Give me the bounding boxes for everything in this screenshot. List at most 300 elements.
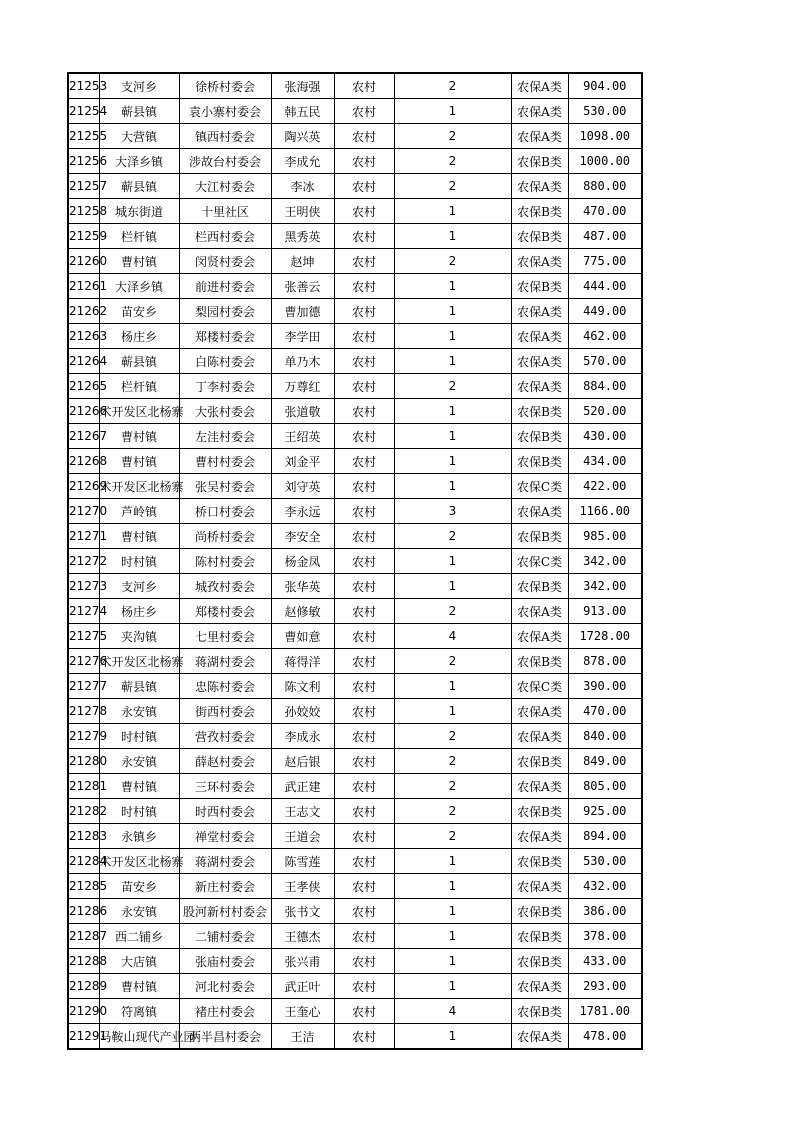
table-row bbox=[68, 199, 642, 224]
household-count-cell: 1 bbox=[394, 674, 511, 699]
insurance-class-cell: 农保B类 bbox=[511, 649, 568, 674]
township-cell: 栏杆镇 bbox=[99, 224, 179, 249]
name-cell: 单乃木 bbox=[271, 349, 334, 374]
township-cell: 夹沟镇 bbox=[99, 624, 179, 649]
village-cell: 股河新村村委会 bbox=[179, 899, 271, 924]
record-id-cell: 21253 bbox=[68, 73, 99, 99]
amount-cell: 775.00 bbox=[568, 249, 642, 274]
table-row bbox=[68, 149, 642, 174]
name-cell: 李成允 bbox=[271, 149, 334, 174]
area-type-cell: 农村 bbox=[334, 999, 394, 1024]
amount-cell: 570.00 bbox=[568, 349, 642, 374]
amount-cell: 1166.00 bbox=[568, 499, 642, 524]
area-type-cell: 农村 bbox=[334, 874, 394, 899]
area-type-cell: 农村 bbox=[334, 73, 394, 99]
amount-cell: 422.00 bbox=[568, 474, 642, 499]
table-row bbox=[68, 649, 642, 674]
record-id-cell: 21290 bbox=[68, 999, 99, 1024]
name-cell: 张兴甫 bbox=[271, 949, 334, 974]
area-type-cell: 农村 bbox=[334, 424, 394, 449]
insurance-class-cell: 农保B类 bbox=[511, 449, 568, 474]
insurance-class-cell: 农保B类 bbox=[511, 574, 568, 599]
household-count-cell: 1 bbox=[394, 874, 511, 899]
area-type-cell: 农村 bbox=[334, 624, 394, 649]
amount-cell: 849.00 bbox=[568, 749, 642, 774]
village-cell: 前进村委会 bbox=[179, 274, 271, 299]
village-cell: 闵贤村委会 bbox=[179, 249, 271, 274]
record-id-cell: 21288 bbox=[68, 949, 99, 974]
record-id-cell: 21284 bbox=[68, 849, 99, 874]
amount-cell: 449.00 bbox=[568, 299, 642, 324]
record-id-cell: 21265 bbox=[68, 374, 99, 399]
amount-cell: 432.00 bbox=[568, 874, 642, 899]
amount-cell: 894.00 bbox=[568, 824, 642, 849]
insurance-class-cell: 农保A类 bbox=[511, 174, 568, 199]
table-row bbox=[68, 224, 642, 249]
area-type-cell: 农村 bbox=[334, 549, 394, 574]
household-count-cell: 1 bbox=[394, 924, 511, 949]
household-count-cell: 1 bbox=[394, 199, 511, 224]
insurance-class-cell: 农保A类 bbox=[511, 324, 568, 349]
table-row bbox=[68, 249, 642, 274]
record-id-cell: 21267 bbox=[68, 424, 99, 449]
township-cell: 曹村镇 bbox=[99, 249, 179, 274]
amount-cell: 470.00 bbox=[568, 199, 642, 224]
name-cell: 赵修敏 bbox=[271, 599, 334, 624]
amount-cell: 342.00 bbox=[568, 574, 642, 599]
township-cell: 术开发区北杨寨 bbox=[99, 649, 179, 674]
township-cell: 苗安乡 bbox=[99, 299, 179, 324]
record-id-cell: 21266 bbox=[68, 399, 99, 424]
household-count-cell: 2 bbox=[394, 774, 511, 799]
village-cell: 十里社区 bbox=[179, 199, 271, 224]
record-id-cell: 21260 bbox=[68, 249, 99, 274]
village-cell: 二铺村委会 bbox=[179, 924, 271, 949]
township-cell: 术开发区北杨寨 bbox=[99, 849, 179, 874]
household-count-cell: 1 bbox=[394, 224, 511, 249]
name-cell: 曹如意 bbox=[271, 624, 334, 649]
area-type-cell: 农村 bbox=[334, 499, 394, 524]
insurance-class-cell: 农保A类 bbox=[511, 874, 568, 899]
name-cell: 赵后银 bbox=[271, 749, 334, 774]
amount-cell: 1728.00 bbox=[568, 624, 642, 649]
record-id-cell: 21261 bbox=[68, 274, 99, 299]
record-id-cell: 21268 bbox=[68, 449, 99, 474]
township-cell: 蕲县镇 bbox=[99, 349, 179, 374]
household-count-cell: 1 bbox=[394, 899, 511, 924]
table-row bbox=[68, 399, 642, 424]
name-cell: 王绍英 bbox=[271, 424, 334, 449]
household-count-cell: 1 bbox=[394, 449, 511, 474]
amount-cell: 880.00 bbox=[568, 174, 642, 199]
household-count-cell: 1 bbox=[394, 474, 511, 499]
amount-cell: 434.00 bbox=[568, 449, 642, 474]
area-type-cell: 农村 bbox=[334, 849, 394, 874]
record-id-cell: 21287 bbox=[68, 924, 99, 949]
table-row bbox=[68, 524, 642, 549]
township-cell: 西二铺乡 bbox=[99, 924, 179, 949]
name-cell: 赵坤 bbox=[271, 249, 334, 274]
village-cell: 桥口村委会 bbox=[179, 499, 271, 524]
amount-cell: 462.00 bbox=[568, 324, 642, 349]
amount-cell: 840.00 bbox=[568, 724, 642, 749]
name-cell: 王德杰 bbox=[271, 924, 334, 949]
area-type-cell: 农村 bbox=[334, 199, 394, 224]
area-type-cell: 农村 bbox=[334, 374, 394, 399]
village-cell: 栏西村委会 bbox=[179, 224, 271, 249]
area-type-cell: 农村 bbox=[334, 99, 394, 124]
household-count-cell: 1 bbox=[394, 349, 511, 374]
record-id-cell: 21282 bbox=[68, 799, 99, 824]
household-count-cell: 1 bbox=[394, 699, 511, 724]
amount-cell: 925.00 bbox=[568, 799, 642, 824]
table-row bbox=[68, 374, 642, 399]
amount-cell: 386.00 bbox=[568, 899, 642, 924]
record-id-cell: 21289 bbox=[68, 974, 99, 999]
insurance-class-cell: 农保B类 bbox=[511, 274, 568, 299]
area-type-cell: 农村 bbox=[334, 724, 394, 749]
amount-cell: 530.00 bbox=[568, 99, 642, 124]
table-row bbox=[68, 874, 642, 899]
household-count-cell: 1 bbox=[394, 274, 511, 299]
table-row bbox=[68, 599, 642, 624]
village-cell: 曹村村委会 bbox=[179, 449, 271, 474]
record-id-cell: 21273 bbox=[68, 574, 99, 599]
village-cell: 张庙村委会 bbox=[179, 949, 271, 974]
area-type-cell: 农村 bbox=[334, 149, 394, 174]
amount-cell: 805.00 bbox=[568, 774, 642, 799]
township-cell: 苗安乡 bbox=[99, 874, 179, 899]
table-row bbox=[68, 424, 642, 449]
name-cell: 刘金平 bbox=[271, 449, 334, 474]
township-cell: 曹村镇 bbox=[99, 424, 179, 449]
insurance-class-cell: 农保B类 bbox=[511, 399, 568, 424]
household-count-cell: 2 bbox=[394, 124, 511, 149]
village-cell: 涉故台村委会 bbox=[179, 149, 271, 174]
insurance-class-cell: 农保A类 bbox=[511, 699, 568, 724]
household-count-cell: 2 bbox=[394, 649, 511, 674]
village-cell: 蒋湖村委会 bbox=[179, 849, 271, 874]
township-cell: 支河乡 bbox=[99, 574, 179, 599]
record-id-cell: 21257 bbox=[68, 174, 99, 199]
village-cell: 薛赵村委会 bbox=[179, 749, 271, 774]
insurance-class-cell: 农保A类 bbox=[511, 299, 568, 324]
insurance-class-cell: 农保A类 bbox=[511, 774, 568, 799]
name-cell: 王奎心 bbox=[271, 999, 334, 1024]
village-cell: 郑楼村委会 bbox=[179, 599, 271, 624]
insurance-class-cell: 农保A类 bbox=[511, 724, 568, 749]
record-id-cell: 21275 bbox=[68, 624, 99, 649]
name-cell: 曹加德 bbox=[271, 299, 334, 324]
amount-cell: 342.00 bbox=[568, 549, 642, 574]
insurance-class-cell: 农保A类 bbox=[511, 1024, 568, 1050]
record-id-cell: 21270 bbox=[68, 499, 99, 524]
village-cell: 大江村委会 bbox=[179, 174, 271, 199]
table-row bbox=[68, 724, 642, 749]
record-id-cell: 21281 bbox=[68, 774, 99, 799]
insurance-class-cell: 农保B类 bbox=[511, 199, 568, 224]
amount-cell: 293.00 bbox=[568, 974, 642, 999]
name-cell: 黑秀英 bbox=[271, 224, 334, 249]
insurance-class-cell: 农保A类 bbox=[511, 349, 568, 374]
name-cell: 孙姣姣 bbox=[271, 699, 334, 724]
village-cell: 徐桥村委会 bbox=[179, 73, 271, 99]
amount-cell: 1098.00 bbox=[568, 124, 642, 149]
village-cell: 三环村委会 bbox=[179, 774, 271, 799]
table-row bbox=[68, 574, 642, 599]
area-type-cell: 农村 bbox=[334, 224, 394, 249]
household-count-cell: 1 bbox=[394, 424, 511, 449]
area-type-cell: 农村 bbox=[334, 249, 394, 274]
name-cell: 李成永 bbox=[271, 724, 334, 749]
name-cell: 张书文 bbox=[271, 899, 334, 924]
name-cell: 李永远 bbox=[271, 499, 334, 524]
record-id-cell: 21254 bbox=[68, 99, 99, 124]
name-cell: 李学田 bbox=[271, 324, 334, 349]
household-count-cell: 1 bbox=[394, 324, 511, 349]
name-cell: 韩五民 bbox=[271, 99, 334, 124]
township-cell: 永镇乡 bbox=[99, 824, 179, 849]
name-cell: 张道敬 bbox=[271, 399, 334, 424]
village-cell: 时西村委会 bbox=[179, 799, 271, 824]
township-cell: 杨庄乡 bbox=[99, 599, 179, 624]
township-cell: 时村镇 bbox=[99, 549, 179, 574]
village-cell: 尚桥村委会 bbox=[179, 524, 271, 549]
amount-cell: 1781.00 bbox=[568, 999, 642, 1024]
insurance-class-cell: 农保B类 bbox=[511, 999, 568, 1024]
name-cell: 王明侠 bbox=[271, 199, 334, 224]
table-row bbox=[68, 274, 642, 299]
record-id-cell: 21259 bbox=[68, 224, 99, 249]
village-cell: 镇西村委会 bbox=[179, 124, 271, 149]
amount-cell: 530.00 bbox=[568, 849, 642, 874]
township-cell: 马鞍山现代产业园 bbox=[99, 1024, 179, 1050]
record-id-cell: 21262 bbox=[68, 299, 99, 324]
insurance-class-cell: 农保B类 bbox=[511, 424, 568, 449]
household-count-cell: 2 bbox=[394, 799, 511, 824]
household-count-cell: 2 bbox=[394, 174, 511, 199]
insurance-class-cell: 农保C类 bbox=[511, 549, 568, 574]
name-cell: 万尊红 bbox=[271, 374, 334, 399]
amount-cell: 430.00 bbox=[568, 424, 642, 449]
amount-cell: 444.00 bbox=[568, 274, 642, 299]
insurance-class-cell: 农保B类 bbox=[511, 524, 568, 549]
area-type-cell: 农村 bbox=[334, 974, 394, 999]
record-id-cell: 21286 bbox=[68, 899, 99, 924]
insurance-class-cell: 农保A类 bbox=[511, 824, 568, 849]
area-type-cell: 农村 bbox=[334, 774, 394, 799]
table-row bbox=[68, 999, 642, 1024]
insurance-class-cell: 农保A类 bbox=[511, 99, 568, 124]
insurance-class-cell: 农保B类 bbox=[511, 899, 568, 924]
area-type-cell: 农村 bbox=[334, 349, 394, 374]
name-cell: 王志文 bbox=[271, 799, 334, 824]
table-row bbox=[68, 699, 642, 724]
village-cell: 大张村委会 bbox=[179, 399, 271, 424]
township-cell: 蕲县镇 bbox=[99, 99, 179, 124]
table-row bbox=[68, 449, 642, 474]
table-row bbox=[68, 349, 642, 374]
record-id-cell: 21264 bbox=[68, 349, 99, 374]
township-cell: 术开发区北杨寨 bbox=[99, 399, 179, 424]
name-cell: 杨金凤 bbox=[271, 549, 334, 574]
village-cell: 新庄村委会 bbox=[179, 874, 271, 899]
township-cell: 大泽乡镇 bbox=[99, 274, 179, 299]
village-cell: 郑楼村委会 bbox=[179, 324, 271, 349]
table-body bbox=[68, 73, 642, 1049]
township-cell: 时村镇 bbox=[99, 724, 179, 749]
insurance-class-cell: 农保A类 bbox=[511, 73, 568, 99]
household-count-cell: 2 bbox=[394, 824, 511, 849]
village-cell: 营孜村委会 bbox=[179, 724, 271, 749]
area-type-cell: 农村 bbox=[334, 649, 394, 674]
village-cell: 丁李村委会 bbox=[179, 374, 271, 399]
record-id-cell: 21280 bbox=[68, 749, 99, 774]
township-cell: 大营镇 bbox=[99, 124, 179, 149]
record-id-cell: 21291 bbox=[68, 1024, 99, 1050]
township-cell: 杨庄乡 bbox=[99, 324, 179, 349]
area-type-cell: 农村 bbox=[334, 274, 394, 299]
village-cell: 蒋湖村委会 bbox=[179, 649, 271, 674]
township-cell: 芦岭镇 bbox=[99, 499, 179, 524]
township-cell: 大店镇 bbox=[99, 949, 179, 974]
table-row bbox=[68, 799, 642, 824]
village-cell: 河北村委会 bbox=[179, 974, 271, 999]
area-type-cell: 农村 bbox=[334, 699, 394, 724]
record-id-cell: 21285 bbox=[68, 874, 99, 899]
household-count-cell: 2 bbox=[394, 599, 511, 624]
table-row bbox=[68, 299, 642, 324]
insurance-class-cell: 农保C类 bbox=[511, 674, 568, 699]
household-count-cell: 4 bbox=[394, 624, 511, 649]
household-count-cell: 1 bbox=[394, 99, 511, 124]
table-row bbox=[68, 899, 642, 924]
area-type-cell: 农村 bbox=[334, 824, 394, 849]
insurance-class-cell: 农保A类 bbox=[511, 249, 568, 274]
household-count-cell: 2 bbox=[394, 73, 511, 99]
table-row bbox=[68, 474, 642, 499]
amount-cell: 520.00 bbox=[568, 399, 642, 424]
records-table bbox=[67, 72, 643, 1050]
record-id-cell: 21279 bbox=[68, 724, 99, 749]
area-type-cell: 农村 bbox=[334, 449, 394, 474]
table-row bbox=[68, 99, 642, 124]
table-row bbox=[68, 624, 642, 649]
record-id-cell: 21278 bbox=[68, 699, 99, 724]
insurance-class-cell: 农保B类 bbox=[511, 949, 568, 974]
township-cell: 术开发区北杨寨 bbox=[99, 474, 179, 499]
record-id-cell: 21274 bbox=[68, 599, 99, 624]
area-type-cell: 农村 bbox=[334, 299, 394, 324]
amount-cell: 904.00 bbox=[568, 73, 642, 99]
insurance-class-cell: 农保A类 bbox=[511, 124, 568, 149]
name-cell: 陈雪莲 bbox=[271, 849, 334, 874]
name-cell: 武正建 bbox=[271, 774, 334, 799]
record-id-cell: 21277 bbox=[68, 674, 99, 699]
table-row bbox=[68, 949, 642, 974]
household-count-cell: 1 bbox=[394, 1024, 511, 1050]
insurance-class-cell: 农保B类 bbox=[511, 849, 568, 874]
record-id-cell: 21258 bbox=[68, 199, 99, 224]
township-cell: 永安镇 bbox=[99, 899, 179, 924]
record-id-cell: 21276 bbox=[68, 649, 99, 674]
insurance-class-cell: 农保B类 bbox=[511, 149, 568, 174]
table-row bbox=[68, 324, 642, 349]
township-cell: 蕲县镇 bbox=[99, 674, 179, 699]
township-cell: 符离镇 bbox=[99, 999, 179, 1024]
table-row bbox=[68, 849, 642, 874]
area-type-cell: 农村 bbox=[334, 324, 394, 349]
village-cell: 白陈村委会 bbox=[179, 349, 271, 374]
household-count-cell: 2 bbox=[394, 749, 511, 774]
record-id-cell: 21256 bbox=[68, 149, 99, 174]
household-count-cell: 1 bbox=[394, 549, 511, 574]
insurance-class-cell: 农保A类 bbox=[511, 624, 568, 649]
table-row bbox=[68, 124, 642, 149]
table-row bbox=[68, 924, 642, 949]
table-row bbox=[68, 824, 642, 849]
amount-cell: 884.00 bbox=[568, 374, 642, 399]
table-row bbox=[68, 499, 642, 524]
township-cell: 永安镇 bbox=[99, 699, 179, 724]
area-type-cell: 农村 bbox=[334, 174, 394, 199]
township-cell: 蕲县镇 bbox=[99, 174, 179, 199]
township-cell: 曹村镇 bbox=[99, 774, 179, 799]
area-type-cell: 农村 bbox=[334, 599, 394, 624]
insurance-class-cell: 农保B类 bbox=[511, 224, 568, 249]
area-type-cell: 农村 bbox=[334, 949, 394, 974]
name-cell: 王孝侠 bbox=[271, 874, 334, 899]
township-cell: 支河乡 bbox=[99, 73, 179, 99]
amount-cell: 478.00 bbox=[568, 1024, 642, 1050]
name-cell: 陶兴英 bbox=[271, 124, 334, 149]
area-type-cell: 农村 bbox=[334, 749, 394, 774]
insurance-class-cell: 农保A类 bbox=[511, 974, 568, 999]
insurance-class-cell: 农保B类 bbox=[511, 924, 568, 949]
township-cell: 时村镇 bbox=[99, 799, 179, 824]
village-cell: 街西村委会 bbox=[179, 699, 271, 724]
village-cell: 褚庄村委会 bbox=[179, 999, 271, 1024]
area-type-cell: 农村 bbox=[334, 524, 394, 549]
insurance-class-cell: 农保B类 bbox=[511, 799, 568, 824]
insurance-class-cell: 农保A类 bbox=[511, 499, 568, 524]
village-cell: 两半昌村委会 bbox=[179, 1024, 271, 1050]
household-count-cell: 2 bbox=[394, 249, 511, 274]
record-id-cell: 21283 bbox=[68, 824, 99, 849]
insurance-class-cell: 农保A类 bbox=[511, 374, 568, 399]
township-cell: 城东街道 bbox=[99, 199, 179, 224]
area-type-cell: 农村 bbox=[334, 399, 394, 424]
household-count-cell: 2 bbox=[394, 149, 511, 174]
village-cell: 七里村委会 bbox=[179, 624, 271, 649]
household-count-cell: 1 bbox=[394, 949, 511, 974]
record-id-cell: 21263 bbox=[68, 324, 99, 349]
amount-cell: 433.00 bbox=[568, 949, 642, 974]
area-type-cell: 农村 bbox=[334, 674, 394, 699]
record-id-cell: 21269 bbox=[68, 474, 99, 499]
table-row bbox=[68, 674, 642, 699]
area-type-cell: 农村 bbox=[334, 474, 394, 499]
name-cell: 张华英 bbox=[271, 574, 334, 599]
village-cell: 忠陈村委会 bbox=[179, 674, 271, 699]
village-cell: 陈村村委会 bbox=[179, 549, 271, 574]
name-cell: 王道会 bbox=[271, 824, 334, 849]
insurance-class-cell: 农保A类 bbox=[511, 599, 568, 624]
area-type-cell: 农村 bbox=[334, 124, 394, 149]
table-row bbox=[68, 774, 642, 799]
table-row bbox=[68, 174, 642, 199]
name-cell: 李安全 bbox=[271, 524, 334, 549]
